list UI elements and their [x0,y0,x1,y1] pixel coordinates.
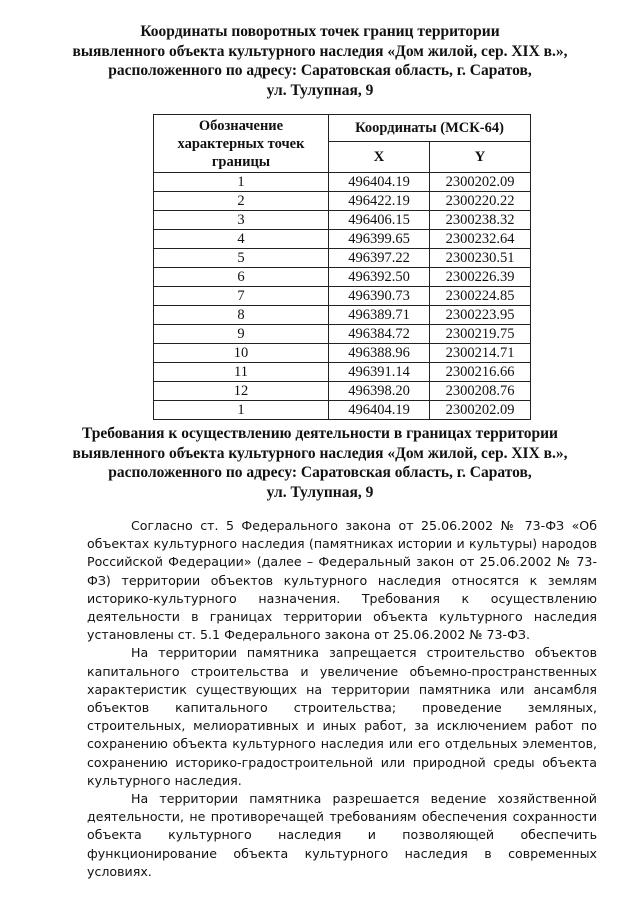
table-row [154,363,531,382]
x-cell: 496389.71 [329,306,430,325]
point-column-header: Обозначение характерных точек границы [154,115,329,173]
requirements-body [87,517,597,881]
y-cell: 2300216.66 [430,363,531,382]
point-cell: 10 [154,344,329,363]
table-row [154,268,531,287]
y-cell: 2300232.64 [430,230,531,249]
x-cell: 496390.73 [329,287,430,306]
table-row [154,306,531,325]
paragraph: На территории памятника разрешается ведение хозяйственной деятельности, не противоречащей требованиям обеспечения сохранности объекта культурного наследия и позволяющей обеспечить функционирование объекта культурного наследия в современных условиях. [87,791,597,879]
point-cell: 7 [154,287,329,306]
y-cell: 2300202.09 [430,401,531,420]
point-cell: 1 [154,401,329,420]
y-cell: 2300230.51 [430,249,531,268]
x-cell: 496388.96 [329,344,430,363]
point-cell: 8 [154,306,329,325]
x-cell: 496391.14 [329,363,430,382]
point-cell: 12 [154,382,329,401]
x-cell: 496422.19 [329,192,430,211]
y-cell: 2300220.22 [430,192,531,211]
x-cell: 496384.72 [329,325,430,344]
point-cell: 6 [154,268,329,287]
point-cell: 4 [154,230,329,249]
table-row [154,173,531,192]
heading-line: Требования к осуществлению деятельности в границах территории [82,425,558,442]
x-cell: 496404.19 [329,173,430,192]
y-cell: 2300208.76 [430,382,531,401]
paragraph: На территории памятника запрещается строительство объектов капитального строительства и увеличение объемно-пространственных характеристик существующих на территории памятника или ансамбля объектов капитального строительства; проведение земляных, строительных, мелиоративных и иных работ, за исключением работ по сохранению объекта культурного наследия или его отдельных элементов, сохранению историко-градостроительной или природной среды объекта культурного наследия. [87,645,597,788]
x-cell: 496406.15 [329,211,430,230]
heading-line: Координаты поворотных точек границ территории [140,23,500,40]
table-row [154,211,531,230]
heading-line: ул. Тулупная, 9 [266,483,374,501]
x-cell: 496399.65 [329,230,430,249]
x-cell: 496392.50 [329,268,430,287]
y-cell: 2300226.39 [430,268,531,287]
point-cell: 5 [154,249,329,268]
table-row [154,230,531,249]
y-cell: 2300219.75 [430,325,531,344]
heading-line: расположенного по адресу: Саратовская область, г. Саратов, [108,464,532,481]
coordinates-table [153,114,531,420]
y-cell: 2300214.71 [430,344,531,363]
point-cell: 2 [154,192,329,211]
table-row [154,192,531,211]
heading-line: выявленного объекта культурного наследия «Дом жилой, сер. XIX в.», [72,444,568,462]
y-cell: 2300223.95 [430,306,531,325]
table-row [154,287,531,306]
table-row [154,325,531,344]
coordinates-heading [60,22,580,100]
x-column-header: X [329,142,430,173]
y-cell: 2300202.09 [430,173,531,192]
x-cell: 496404.19 [329,401,430,420]
y-column-header: Y [430,142,531,173]
table-row [154,382,531,401]
coords-system-header: Координаты (МСК-64) [329,115,531,142]
point-cell: 1 [154,173,329,192]
table-row [154,249,531,268]
heading-line: расположенного по адресу: Саратовская область, г. Саратов, [108,62,532,79]
point-cell: 9 [154,325,329,344]
x-cell: 496398.20 [329,382,430,401]
y-cell: 2300238.32 [430,211,531,230]
table-row [154,401,531,420]
point-cell: 11 [154,363,329,382]
heading-line: выявленного объекта культурного наследия «Дом жилой, сер. XIX в.», [72,42,568,60]
table-header-row [154,115,531,142]
heading-line: ул. Тулупная, 9 [266,81,374,99]
table-row [154,344,531,363]
y-cell: 2300224.85 [430,287,531,306]
x-cell: 496397.22 [329,249,430,268]
point-cell: 3 [154,211,329,230]
paragraph: Согласно ст. 5 Федерального закона от 25.06.2002 № 73-ФЗ «Об объектах культурного наследия (памятниках истории и культуры) народов Российской Федерации» (далее – Федеральный закон от 25.06.2002 № 73-ФЗ) территории объектов культурного наследия относятся к землям историко-культурного назначения. Требования к осуществлению деятельности в границах территории объекта культурного наследия установлены ст. 5.1 Федерального закона от 25.06.2002 № 73-ФЗ. [87,518,597,643]
requirements-heading [50,424,590,502]
